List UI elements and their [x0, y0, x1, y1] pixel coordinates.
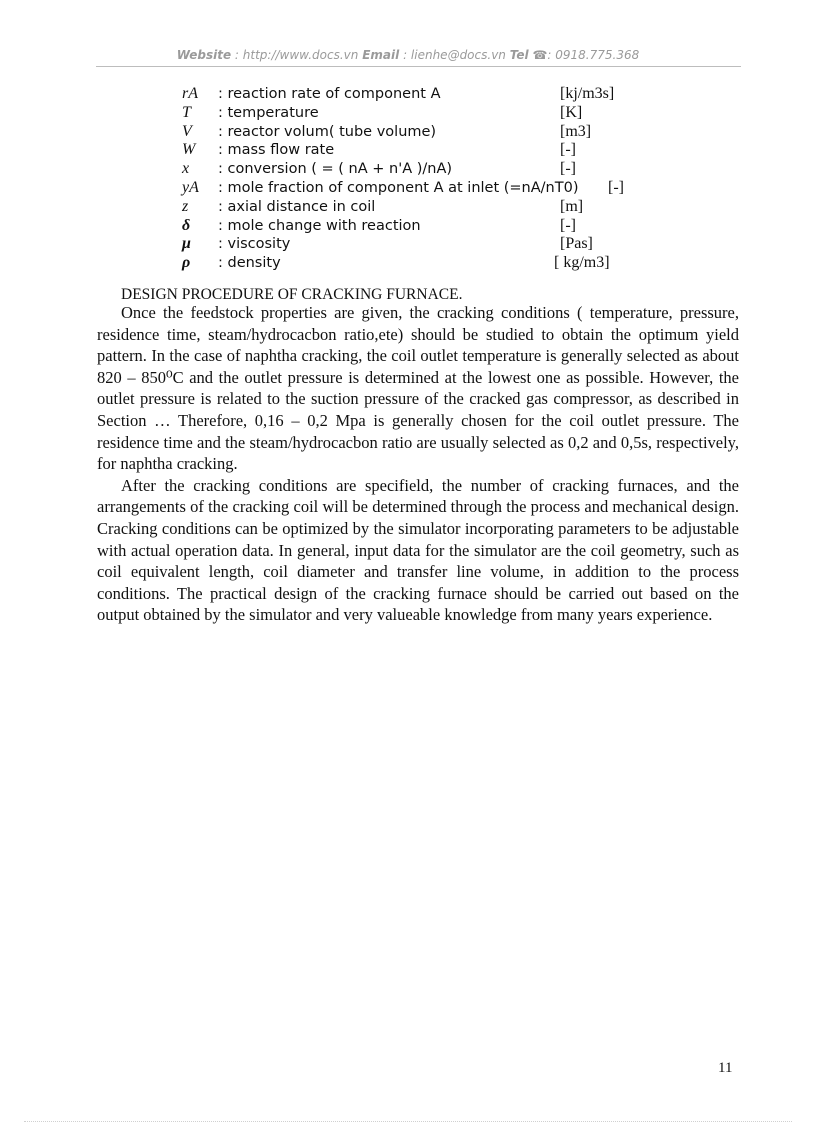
nomenclature-description: : temperature [218, 104, 319, 121]
website-value: : http://www.docs.vn [234, 48, 359, 62]
tel-label: Tel [509, 48, 529, 62]
nomenclature-symbol: W [182, 141, 196, 159]
nomenclature-unit: [Pas] [560, 235, 593, 253]
nomenclature-unit: [m3] [560, 122, 592, 140]
nomenclature-symbol: z [182, 197, 189, 215]
nomenclature-symbol: T [182, 103, 191, 121]
nomenclature-row [182, 179, 642, 198]
section-heading: DESIGN PROCEDURE OF CRACKING FURNACE. [121, 286, 463, 303]
website-label: Website [176, 48, 232, 62]
nomenclature-list [182, 85, 642, 273]
nomenclature-description: : viscosity [218, 236, 291, 253]
nomenclature-unit: [-] [608, 178, 624, 196]
nomenclature-unit: [-] [560, 160, 576, 178]
body-text [97, 302, 739, 626]
nomenclature-unit: [-] [560, 141, 576, 159]
nomenclature-symbol: ρ [182, 254, 191, 272]
nomenclature-description: : conversion ( = ( nA + n'A )/nA) [218, 161, 453, 178]
page-header [0, 48, 816, 62]
email-value: : lienhe@docs.vn [403, 48, 506, 62]
paragraph: Once the feedstock properties are given, the cracking conditions ( temperature, pressure, residence time, steam/hydrocacbon ratio,ete) should be studied to obtain the optimum yield pattern. In the case of naphtha cracking, the coil outlet temperature is generally selected as about 820 – 850⁰C and the outlet pressure is determined at the lowest one as possible. However, the outlet pressure is related to the suction pressure of the cracked gas compressor, as described in Section … Therefore, 0,16 – 0,2 Mpa is generally chosen for the coil outlet pressure. The residence time and the steam/hydrocacbon ratio are usually selected as 0,2 and 0,5s, respectively, for naphtha cracking. [97, 303, 739, 474]
nomenclature-unit: [kj/m3s] [560, 85, 615, 102]
header-divider [96, 66, 741, 67]
footer-divider [24, 1121, 792, 1122]
nomenclature-unit: [-] [560, 216, 576, 234]
nomenclature-row [182, 254, 642, 273]
nomenclature-row [182, 198, 642, 217]
nomenclature-description: : reaction rate of component A [218, 86, 441, 102]
nomenclature-row [182, 85, 642, 104]
tel-value: ☎: 0918.775.368 [532, 48, 640, 62]
nomenclature-row [182, 123, 642, 142]
nomenclature-description: : axial distance in coil [218, 198, 376, 215]
nomenclature-symbol: V [182, 122, 192, 140]
page-number: 11 [718, 1060, 733, 1076]
paragraph: After the cracking conditions are specifield, the number of cracking furnaces, and the arrangements of the cracking coil will be determined through the process and mechanical design. Cracking conditions can be optimized by the simulator incorporating parameters to be adjustable with actual operation data. In general, input data for the simulator are the coil geometry, such as coil equivalent length, coil diameter and transfer line volume, in addition to the process conditions. The practical design of the cracking furnace should be carried out based on the output obtained by the simulator and very valueable knowledge from many years experience. [97, 475, 739, 625]
nomenclature-unit: [ kg/m3] [554, 254, 610, 272]
nomenclature-symbol: δ [182, 216, 191, 234]
nomenclature-row [182, 160, 642, 179]
nomenclature-description: : mole fraction of component A at inlet (=nA/nT0) [218, 179, 579, 196]
nomenclature-symbol: rA [182, 85, 198, 102]
nomenclature-row [182, 104, 642, 123]
nomenclature-row [182, 141, 642, 160]
nomenclature-symbol: μ [182, 235, 191, 253]
nomenclature-unit: [K] [560, 103, 583, 121]
nomenclature-row [182, 235, 642, 254]
nomenclature-description: : density [218, 255, 281, 272]
nomenclature-row [182, 217, 642, 236]
nomenclature-description: : reactor volum( tube volume) [218, 123, 437, 140]
nomenclature-symbol: yA [182, 178, 199, 196]
nomenclature-description: : mass flow rate [218, 142, 335, 159]
nomenclature-symbol: x [182, 160, 190, 178]
email-label: Email [362, 48, 400, 62]
nomenclature-unit: [m] [560, 197, 584, 215]
nomenclature-description: : mole change with reaction [218, 217, 421, 234]
